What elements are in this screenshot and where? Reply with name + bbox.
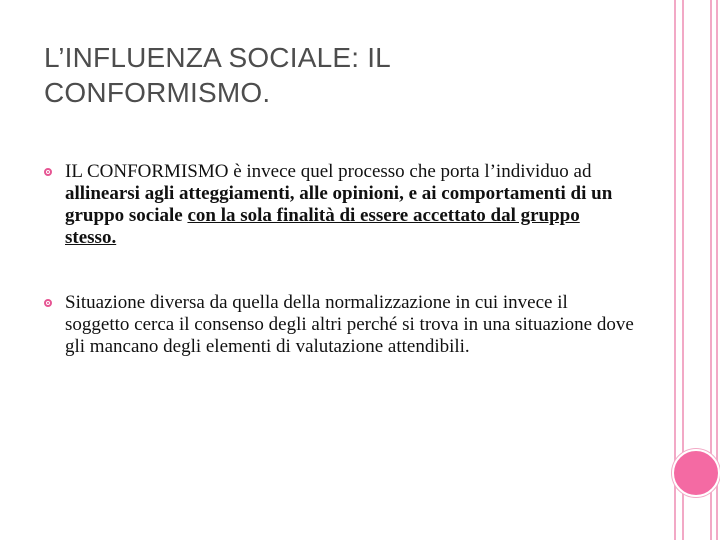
decorative-line [716, 0, 718, 540]
slide-title: L’INFLUENZA SOCIALE: IL CONFORMISMO. [44, 42, 390, 108]
ring-bullet-icon [44, 299, 52, 307]
pink-circle-icon [672, 449, 720, 497]
bullet-item [44, 292, 634, 358]
bullet-text-normal: IL CONFORMISMO è invece quel processo che porta l’individuo ad [65, 161, 592, 182]
ring-bullet-icon [44, 168, 52, 176]
slide-content [44, 161, 634, 358]
bullet-text: Situazione diversa da quella della normalizzazione in cui invece il soggetto cerca il consenso degli altri perché si trova in una situazione dove gli mancano degli elementi di valutazione attendibili. [65, 292, 634, 357]
bullet-text-bold: allinearsi agli atteggiamenti, alle opinioni, e ai comportamenti di un gruppo sociale [65, 183, 613, 226]
right-decoration [674, 0, 720, 540]
bullet-text-bold-underlined: con la sola finalità di essere accettato dal gruppo stesso. [65, 205, 580, 248]
bullet-text [65, 161, 612, 248]
bullet-item [44, 161, 634, 249]
